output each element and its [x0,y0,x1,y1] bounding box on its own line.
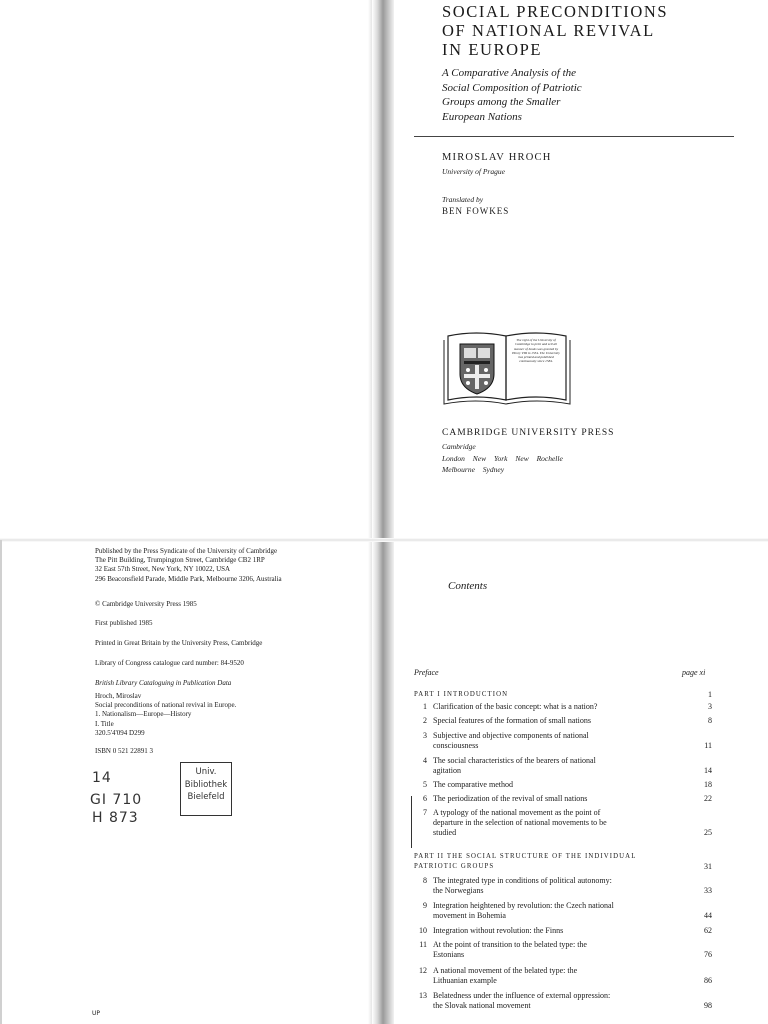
address-line: The Pitt Building, Trumpington Street, Cambridge CB2 1RP [95,556,265,565]
toc-page: 33 [704,886,712,895]
toc-page: 98 [704,1001,712,1010]
subtitle-line: Social Composition of Patriotic [442,81,582,94]
toc-entry [414,756,712,776]
toc-title-cont: departure in the selection of national movements to be [433,818,607,827]
cip-line: I. Title [95,719,114,728]
toc-entry [414,901,712,921]
toc-preface-page: page xi [682,668,706,677]
title-line: OF NATIONAL REVIVAL [442,21,655,40]
subtitle-line: Groups among the Smaller [442,96,561,108]
toc-title-cont: agitation [433,766,461,775]
handwritten-shelfmark: 14 [92,770,112,786]
toc-number: 6 [423,794,427,803]
toc-part-heading [414,852,712,871]
toc-title-cont: studied [433,828,457,837]
part-label-cont [414,862,712,872]
toc-number: 4 [423,756,427,765]
toc-entry [414,780,712,790]
toc-number: 3 [423,731,427,740]
toc-preface-label: Preface [414,668,439,677]
copyright-notice: © Cambridge University Press 1985 [95,600,197,608]
publisher-name: CAMBRIDGE UNIVERSITY PRESS [442,428,615,438]
library-stamp [180,762,232,816]
toc-number: 9 [423,901,427,910]
toc-title: A typology of the national movement as the point of [433,808,601,817]
toc-page: 3 [708,702,712,711]
toc-part-heading [414,690,712,700]
toc-title: Integration without revolution: the Finns [433,926,564,935]
title-line: SOCIAL PRECONDITIONS [442,2,669,21]
part-label: PART II THE SOCIAL STRUCTURE OF THE INDIVIDUAL [414,853,637,860]
toc-entry [414,940,712,960]
part-label: PART I INTRODUCTION [414,691,509,698]
toc-page: 18 [704,780,712,789]
toc-title: At the point of transition to the belated type: the [433,940,587,949]
toc-number: 11 [419,940,427,949]
toc-entry [414,926,712,936]
cip-line: 1. Nationalism—Europe—History [95,710,192,719]
first-published: First published 1985 [95,619,153,627]
toc-title-cont: the Norwegians [433,886,484,895]
cambridge-press-logo [442,330,572,408]
cip-line: 320.5'4'094 D299 [95,728,145,737]
margin-pencil-mark [411,796,414,848]
toc-title: Special features of the formation of small nations [433,716,591,725]
subtitle-line: A Comparative Analysis of the [442,67,577,79]
toc-title: Integration heightened by revolution: the Czech national [433,901,614,910]
left-page-edge [0,540,2,1024]
stamp-line: Bielefeld [187,792,225,802]
toc-number: 10 [419,926,427,935]
toc-entry [414,966,712,986]
address-line: 32 East 57th Street, New York, NY 10022, USA [95,565,231,574]
footer-mark: UP [92,1010,101,1017]
toc-title: Subjective and objective components of national [433,731,589,740]
toc-page: 25 [704,828,712,837]
toc-entry [414,808,712,838]
toc-page: 14 [704,766,712,775]
book-subtitle [442,66,682,124]
handwritten-shelfmark: H 873 [92,810,139,826]
toc-title: Belatedness under the influence of external oppression: [433,991,611,1000]
toc-page: 22 [704,794,712,803]
book-spine-gutter [372,0,394,1024]
toc-title-cont: movement in Bohemia [433,911,506,920]
toc-page: 8 [708,716,712,725]
toc-entry [414,716,712,726]
logo-inscription: The right of the University of Cambridge to print and sell all manner of books was granted by Henry VIII in 1534. The University has printed and published continuously since 1584. [512,338,560,364]
handwritten-shelfmark: GI 710 [90,792,143,808]
toc-entry [414,991,712,1011]
toc-number: 2 [423,716,427,725]
toc-title-cont: Lithuanian example [433,976,497,985]
toc-title-cont: the Slovak national movement [433,1001,531,1010]
toc-title: Clarification of the basic concept: what is a nation? [433,702,598,711]
toc-entry [414,702,712,712]
part-page: 1 [708,690,712,699]
author-affiliation: University of Prague [442,167,505,176]
address-line: Published by the Press Syndicate of the University of Cambridge [95,547,278,555]
contents-heading: Contents [448,580,488,592]
toc-entry [414,876,712,896]
loc-card-number: Library of Congress catalogue card number: 84-9520 [95,659,244,667]
cip-data [95,692,355,738]
toc-number: 13 [419,991,427,1000]
page-split-line [0,538,768,542]
translated-by-label: Translated by [442,195,484,204]
stamp-line: Bibliothek [184,779,228,790]
toc-page: 76 [704,950,712,959]
toc-title: The social characteristics of the bearers of national [433,756,596,765]
part-label: PATRIOTIC GROUPS [414,862,495,870]
address-line: 296 Beaconsfield Parade, Middle Park, Melbourne 3206, Australia [95,574,282,583]
toc-entry [414,731,712,751]
toc-title: A national movement of the belated type: the [433,966,578,975]
cip-heading: British Library Cataloguing in Publication Data [95,679,232,687]
toc-number: 1 [423,702,427,711]
part-page: 31 [704,861,712,871]
toc-page: 44 [704,911,712,920]
toc-page: 62 [704,926,712,935]
toc-number: 8 [423,876,427,885]
isbn: ISBN 0 521 22891 3 [95,747,153,755]
publisher-cities: London New York New Rochelle [442,454,563,463]
publisher-addresses [95,547,355,584]
cip-line: Hroch, Miroslav [95,692,142,700]
toc-page: 86 [704,976,712,985]
cip-line: Social preconditions of national revival in Europe. [95,701,237,710]
toc-title-cont: Estonians [433,950,465,959]
toc-number: 7 [423,808,427,817]
title-rule [414,136,734,137]
publisher-cities: Melbourne Sydney [442,465,505,474]
toc-page: 11 [704,741,712,750]
toc-title: The comparative method [433,780,513,789]
toc-title: The periodization of the revival of small nations [433,794,588,803]
book-title [442,2,762,59]
toc-number: 12 [419,966,427,975]
author-name: MIROSLAV HROCH [442,152,552,163]
stamp-line: Univ. [195,767,217,777]
toc-title-cont: consciousness [433,741,479,750]
toc-title: The integrated type in conditions of political autonomy: [433,876,612,885]
toc-entry [414,794,712,804]
subtitle-line: European Nations [442,110,522,123]
publisher-city: Cambridge [442,442,476,451]
toc-number: 5 [423,780,427,789]
title-line: IN EUROPE [442,40,543,59]
translator-name: BEN FOWKES [442,206,510,216]
printed-in: Printed in Great Britain by the University Press, Cambridge [95,639,263,647]
university-arms-icon [460,344,494,394]
